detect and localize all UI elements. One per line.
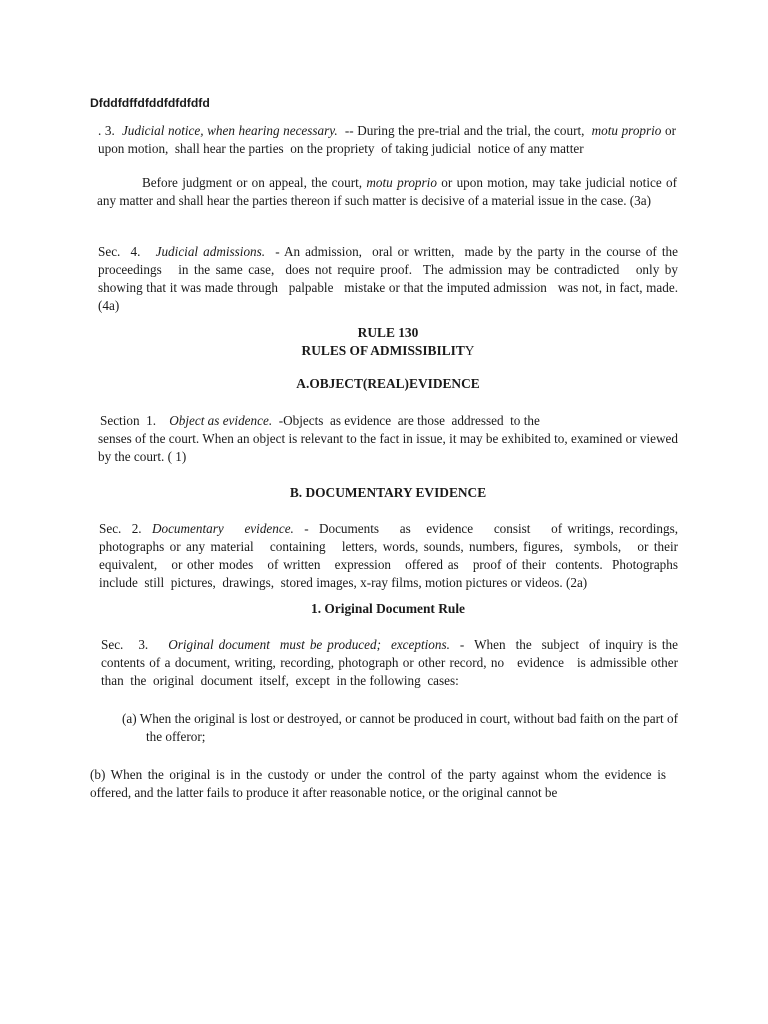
paragraph-text: Before judgment or on appeal, the court, — [142, 175, 367, 190]
paragraph-judicial-admissions — [98, 243, 682, 315]
paragraph-object-evidence-line1 — [100, 412, 680, 430]
rule-title-heading — [98, 342, 678, 360]
heading-object-evidence: A.OBJECT(REAL)EVIDENCE — [296, 376, 480, 391]
latin-term: motu proprio — [366, 175, 437, 190]
section-title: Judicial admissions. — [155, 244, 266, 259]
list-item-label: (a) — [122, 711, 137, 726]
section-prefix: . 3. — [98, 123, 122, 138]
rule-number-heading: RULE 130 — [357, 325, 419, 340]
paragraph-original-document — [101, 636, 685, 690]
paragraph-documentary-evidence — [99, 520, 682, 592]
list-item-b: (b) When the original is in the custody or under the control of the party against whom the evidence is offered, and the latter fails to produce it after reasonable notice, or the original cannot be — [90, 767, 666, 800]
section-prefix: Sec. 3. — [101, 637, 169, 652]
section-title: Object as evidence. — [169, 413, 273, 428]
paragraph-before-judgment — [97, 174, 677, 210]
list-item-text: When the original is lost or destroyed, or cannot be produced in court, without bad faith on the part of the offeror; — [139, 711, 679, 744]
section-title: Judicial notice, when hearing necessary. — [121, 123, 338, 138]
section-text: - When the subject of inquiry is the contents of a document, writing, recording, photograph or other record, no evidence is admissible other than the original document itself, except in the following cases: — [101, 637, 685, 688]
section-prefix: Sec. 2. — [99, 521, 152, 536]
section-text: or upon motion, shall hear the parties on the propriety of taking judicial notice of any matter — [98, 123, 680, 156]
section-title: Original document must be produced; exceptions. — [168, 637, 450, 652]
latin-term: motu proprio — [591, 123, 662, 138]
section-text: -- During the pre-trial and the trial, the court, — [337, 123, 592, 138]
section-text: - Documents as evidence consist of writings, recordings, photographs or any material containing letters, words, sounds, numbers, figures, symbols, or their equivalent, or other modes of written expression offered as proof of their contents. Photographs include still pictures, drawings, stored images, x-ray films, motion pictures or videos. (2a) — [99, 521, 682, 590]
section-prefix: Sec. 4. — [98, 244, 156, 259]
rule-title-last-letter: Y — [464, 343, 475, 358]
header-text: Dfddfdffdfddfdfdfdfd — [90, 96, 210, 110]
section-prefix: Section 1. — [100, 413, 170, 428]
paragraph-text: or upon motion, may take judicial notice of any matter and shall hear the parties thereon if such matter is decisive of a material issue in the case. (3a) — [97, 175, 678, 208]
heading-documentary-evidence: B. DOCUMENTARY EVIDENCE — [289, 485, 487, 500]
paragraph-judicial-notice — [98, 122, 680, 158]
section-text: -Objects as evidence are those addressed to the — [272, 413, 540, 428]
section-text: - An admission, oral or written, made by the party in the course of the proceedings in the same case, does not require proof. The admission may be contradicted only by showing that it was made through palpable mistake or that the imputed admission was not, in fact, made. (4a) — [98, 244, 682, 313]
rule-title-text: RULES OF ADMISSIBILIT — [301, 343, 465, 358]
paragraph-object-evidence-rest: senses of the court. When an object is relevant to the fact in issue, it may be exhibited to, examined or viewed by the court. ( 1) — [98, 431, 678, 464]
list-item-a — [122, 710, 678, 746]
heading-original-document-rule: 1. Original Document Rule — [311, 601, 465, 616]
section-title: Documentary evidence. — [151, 521, 294, 536]
